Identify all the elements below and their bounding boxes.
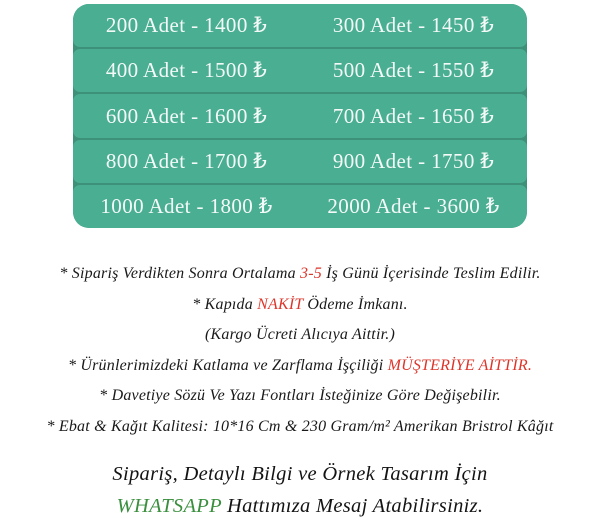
note-line-delivery: [0, 259, 600, 290]
note-text: * Ürünlerimizdeki Katlama ve Zarflama İşçiliği: [67, 356, 388, 374]
note-line-size-paper-quality: [0, 412, 600, 443]
price-row: [73, 4, 527, 47]
price-cell-left: 200 Adet - 1400 ₺: [105, 13, 268, 38]
price-table: [73, 4, 527, 228]
footer-line-1: Sipariş, Detaylı Bilgi ve Örnek Tasarım İçin: [112, 463, 488, 485]
price-row: [73, 185, 527, 228]
note-line-shipping-fee: [0, 320, 600, 351]
note-text: Ödeme İmkanı.: [303, 295, 408, 313]
price-cell-right: 300 Adet - 1450 ₺: [332, 13, 495, 38]
note-text: İş Günü İçerisinde Teslim Edilir.: [321, 265, 541, 282]
note-text: (Kargo Ücreti Alıcıya Aittir.): [205, 326, 395, 343]
price-cell-left: 400 Adet - 1500 ₺: [105, 58, 268, 83]
note-text: * Ebat & Kağıt Kalitesi: 10*16 Cm & 230 Gram/m² Amerikan Bristrol Kâğıt: [46, 417, 554, 435]
whatsapp-text: WHATSAPP: [116, 495, 222, 517]
note-text: * Davetiye Sözü Ve Yazı Fontları İsteğinize Göre Değişebilir.: [99, 387, 501, 404]
price-cell-left: 1000 Adet - 1800 ₺: [100, 193, 273, 218]
price-cell-right: 500 Adet - 1550 ₺: [332, 58, 495, 83]
price-cell-left: 800 Adet - 1700 ₺: [105, 148, 268, 173]
footer-line-2-rest: Hattımıza Mesaj Atabilirsiniz.: [221, 495, 484, 517]
note-highlight-red: MÜŞTERİYE AİTTİR.: [387, 356, 533, 374]
price-cell-right: 700 Adet - 1650 ₺: [332, 103, 495, 128]
price-cell-right: 900 Adet - 1750 ₺: [332, 148, 495, 173]
note-text: * Kapıda: [192, 295, 258, 313]
footer-line-2: [0, 490, 600, 522]
price-row: [73, 140, 527, 183]
price-cell-right: 2000 Adet - 3600 ₺: [327, 193, 500, 218]
notes-section: [0, 259, 600, 442]
note-highlight-red: NAKİT: [257, 295, 304, 313]
footer-contact: [0, 458, 600, 522]
price-cell-left: 600 Adet - 1600 ₺: [105, 103, 268, 128]
price-row: [73, 49, 527, 92]
note-line-fonts-changeable: [0, 381, 600, 412]
price-row: [73, 94, 527, 137]
note-line-cash-payment: [0, 290, 600, 321]
note-line-folding-labor: [0, 351, 600, 382]
note-text: * Sipariş Verdikten Sonra Ortalama: [59, 265, 301, 282]
note-highlight-red: 3-5: [300, 265, 322, 282]
